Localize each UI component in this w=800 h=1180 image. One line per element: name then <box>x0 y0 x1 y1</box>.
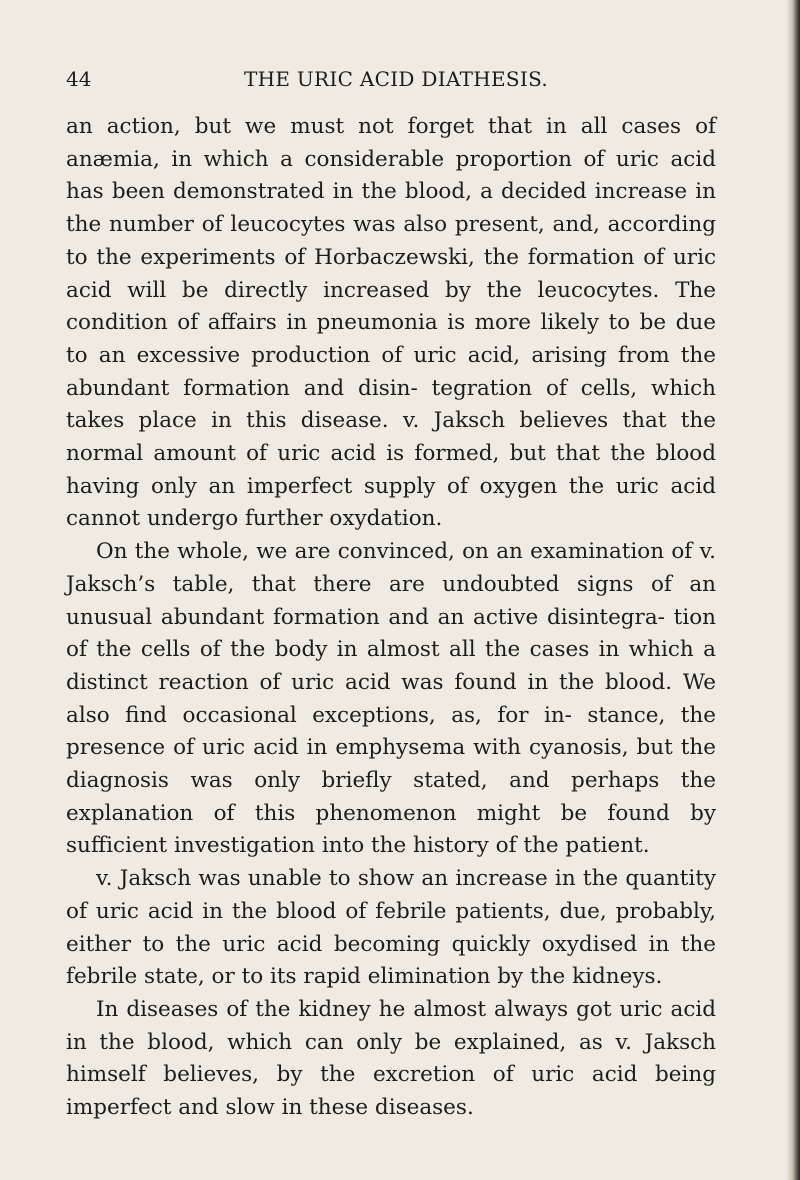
paragraph: On the whole, we are convinced, on an examination of v. Jaksch’s table, that there are undoubted signs of an unusual abundant formation and an active disintegra- tion of the cells of the body in almost all the cases in which a distinct reaction of uric acid was found in the blood. We also find occasional exceptions, as, for in- stance, the presence of uric acid in emphysema with cyanosis, but the diagnosis was only briefly stated, and perhaps the explanation of this phenomenon might be found by sufficient investigation into the history of the patient. <box>66 539 716 859</box>
body-text <box>66 111 716 1125</box>
paragraph: v. Jaksch was unable to show an increase in the quantity of uric acid in the blood of febrile patients, due, probably, either to the uric acid becoming quickly oxydised in the febrile state, or to its rapid elimination by the kidneys. <box>66 866 716 990</box>
running-head: THE URIC ACID DIATHESIS. <box>243 67 549 91</box>
paragraph: an action, but we must not forget that in all cases of anæmia, in which a considerable proportion of uric acid has been demonstrated in the blood, a decided increase in the number of leucocytes was also present, and, according to the experiments of Horbaczewski, the formation of uric acid will be directly increased by the leucocytes. The condition of affairs in pneumonia is more likely to be due to an excessive production of uric acid, arising from the abundant formation and disin- tegration of cells, which takes place in this disease. v. Jaksch believes that the normal amount of uric acid is formed, but that the blood having only an imperfect supply of oxygen the uric acid cannot undergo further oxydation. <box>66 114 716 532</box>
paragraph: In diseases of the kidney he almost always got uric acid in the blood, which can only be explained, as v. Jaksch himself believes, by the excretion of uric acid being imperfect and slow in these diseases. <box>66 996 716 1121</box>
page-number: 44 <box>66 67 92 91</box>
page-edge-shadow <box>786 0 800 1180</box>
page-header <box>66 64 726 94</box>
